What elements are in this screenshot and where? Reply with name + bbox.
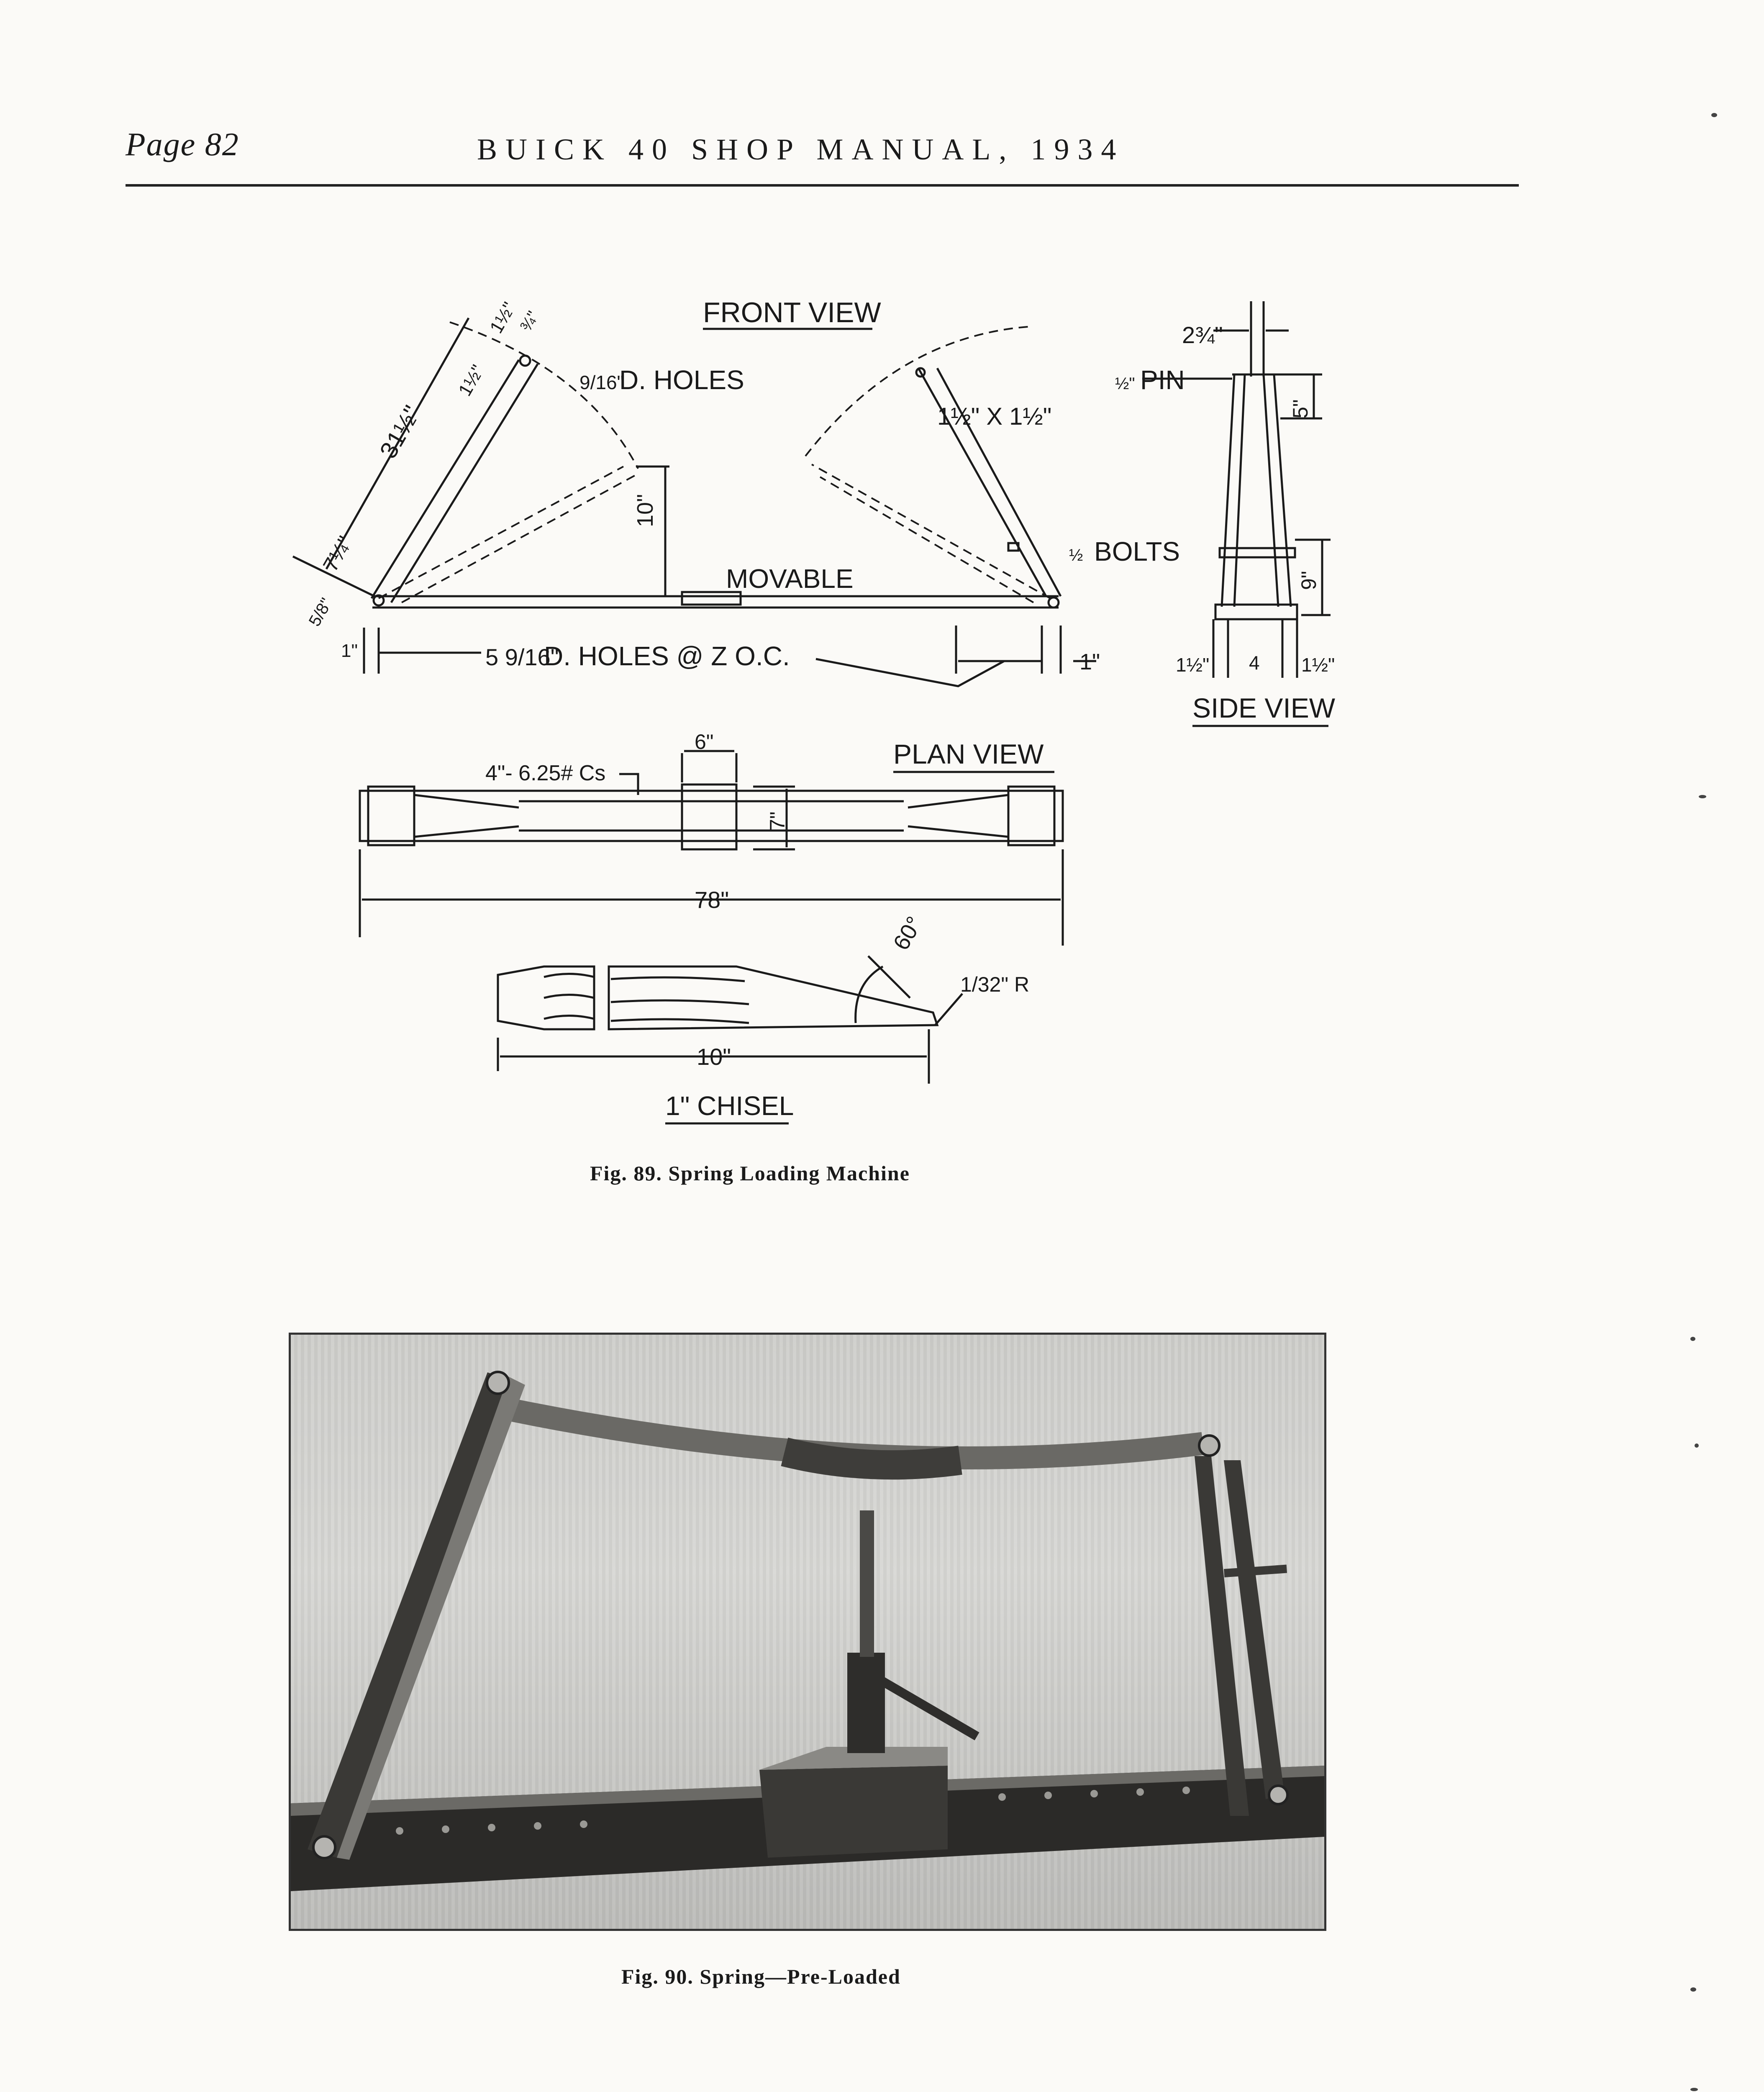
photo-right-arm-top-pivot bbox=[1199, 1436, 1219, 1456]
chisel-radius-label: 1/32" R bbox=[960, 973, 1030, 996]
d-holes-label: D. HOLES bbox=[619, 365, 744, 395]
page-number: Page 82 bbox=[126, 126, 239, 162]
side-dim-mid-label: 4 bbox=[1249, 652, 1260, 674]
photo-left-arm bbox=[308, 1372, 513, 1858]
chisel-head-facets bbox=[544, 974, 594, 1019]
photo-left-arm-highlight bbox=[337, 1377, 525, 1860]
side-post-left-a bbox=[1222, 374, 1234, 607]
side-top-width-label: 2¾" bbox=[1182, 322, 1223, 348]
figure-89-caption: Fig. 89. Spring Loading Machine bbox=[590, 1161, 910, 1185]
chisel-title: 1" CHISEL bbox=[665, 1091, 794, 1121]
photo-spring-center-pack bbox=[785, 1452, 960, 1465]
photo-jack-body bbox=[847, 1653, 885, 1753]
plan-dim-78-label: 78" bbox=[695, 887, 729, 913]
running-head-title: BUICK 40 SHOP MANUAL, 1934 bbox=[477, 133, 1125, 166]
scan-speck bbox=[1690, 2088, 1698, 2091]
chisel-angle-line bbox=[868, 956, 910, 998]
left-arm-top-pivot bbox=[520, 356, 530, 366]
left-arm-swing-dashed-a bbox=[379, 467, 623, 598]
side-base-block bbox=[1215, 605, 1297, 619]
side-bolt-block bbox=[1220, 548, 1295, 557]
scan-speck bbox=[1695, 1443, 1699, 1448]
d-holes-fraction: 9/16" bbox=[579, 372, 624, 393]
plan-dim-6-label: 6" bbox=[695, 730, 714, 754]
right-arm-base-pivot bbox=[1049, 597, 1059, 608]
side-pin-fraction: ½" bbox=[1115, 374, 1135, 393]
side-dim-5-label: 5" bbox=[1289, 399, 1312, 418]
plan-right-end-block bbox=[1008, 787, 1054, 845]
holes-spacing-fraction: 5 9/16" bbox=[485, 644, 559, 670]
dim-1-half-b-label: 1½" bbox=[486, 298, 520, 337]
movable-block bbox=[682, 592, 741, 605]
photo-illustration bbox=[291, 1335, 1324, 1929]
bolts-label: BOLTS bbox=[1094, 536, 1180, 567]
left-arm-swing-arc bbox=[450, 322, 638, 469]
chisel-body-facets bbox=[611, 977, 749, 1023]
plan-view-title: PLAN VIEW bbox=[893, 738, 1044, 769]
figure-90-caption: Fig. 90. Spring—Pre-Loaded bbox=[621, 1965, 901, 1988]
dim-3-quarter-label: ¾" bbox=[516, 308, 543, 335]
chisel-angle-arc bbox=[856, 967, 883, 1023]
scan-speck bbox=[1690, 1337, 1695, 1341]
plan-left-end-block bbox=[368, 787, 414, 845]
plan-channel-label: 4"- 6.25# Cs bbox=[485, 761, 606, 785]
dim-1-right-label: 1" bbox=[1079, 649, 1100, 674]
dim-31-half-label: 31½" bbox=[374, 401, 426, 463]
right-arm-edge-b bbox=[937, 368, 1061, 596]
chisel-angle-label: 60° bbox=[888, 912, 928, 954]
holes-spacing-label: D. HOLES @ Z O.C. bbox=[544, 641, 790, 671]
dim-10-label: 10" bbox=[633, 494, 658, 527]
dim-1-left-label: 1" bbox=[341, 641, 358, 661]
photo-left-arm-base-pivot bbox=[313, 1836, 335, 1858]
side-pin-label: PIN bbox=[1140, 365, 1185, 395]
plan-dim-7-label: 7" bbox=[766, 811, 789, 831]
plan-right-taper bbox=[908, 795, 1008, 837]
scan-speck bbox=[1699, 795, 1706, 798]
side-dim-9-label: 9" bbox=[1297, 571, 1320, 590]
front-view-title: FRONT VIEW bbox=[703, 297, 881, 328]
photo-left-arm-top-pivot bbox=[487, 1372, 509, 1394]
plan-channel-outline bbox=[360, 791, 1063, 841]
movable-label: MOVABLE bbox=[726, 564, 854, 594]
chisel-length-label: 10" bbox=[697, 1043, 731, 1070]
dim-7-quarter-label: 7¼" bbox=[318, 532, 357, 576]
scan-speck bbox=[1711, 113, 1717, 117]
plan-movable-block bbox=[682, 784, 736, 849]
photo-center-block bbox=[759, 1766, 948, 1858]
leader-holes-spacing bbox=[816, 659, 1004, 686]
photo-jack-ram bbox=[860, 1510, 874, 1657]
side-dim-left-label: 1½" bbox=[1176, 654, 1210, 676]
photo-jack-handle bbox=[877, 1678, 977, 1736]
scan-speck bbox=[1690, 1987, 1696, 1992]
dim-1-half-a-label: 1½" bbox=[454, 361, 489, 400]
arm-size-label: 1½" X 1½" bbox=[937, 403, 1052, 430]
chisel-radius-leader bbox=[935, 994, 962, 1025]
bolts-fraction: ½ bbox=[1069, 546, 1083, 564]
plan-left-taper bbox=[414, 795, 519, 837]
right-arm-swing-arc bbox=[805, 326, 1033, 456]
photo-right-arm-base-pivot bbox=[1269, 1786, 1287, 1804]
right-arm-edge-a bbox=[918, 368, 1046, 596]
dim-5-8-label: 5/8" bbox=[305, 595, 336, 630]
side-post-left-b bbox=[1234, 374, 1245, 607]
side-dim-right-label: 1½" bbox=[1301, 654, 1335, 676]
spring-pre-loaded-photo bbox=[289, 1333, 1326, 1931]
side-view-title: SIDE VIEW bbox=[1192, 692, 1336, 723]
left-arm-edge-b bbox=[391, 364, 538, 602]
